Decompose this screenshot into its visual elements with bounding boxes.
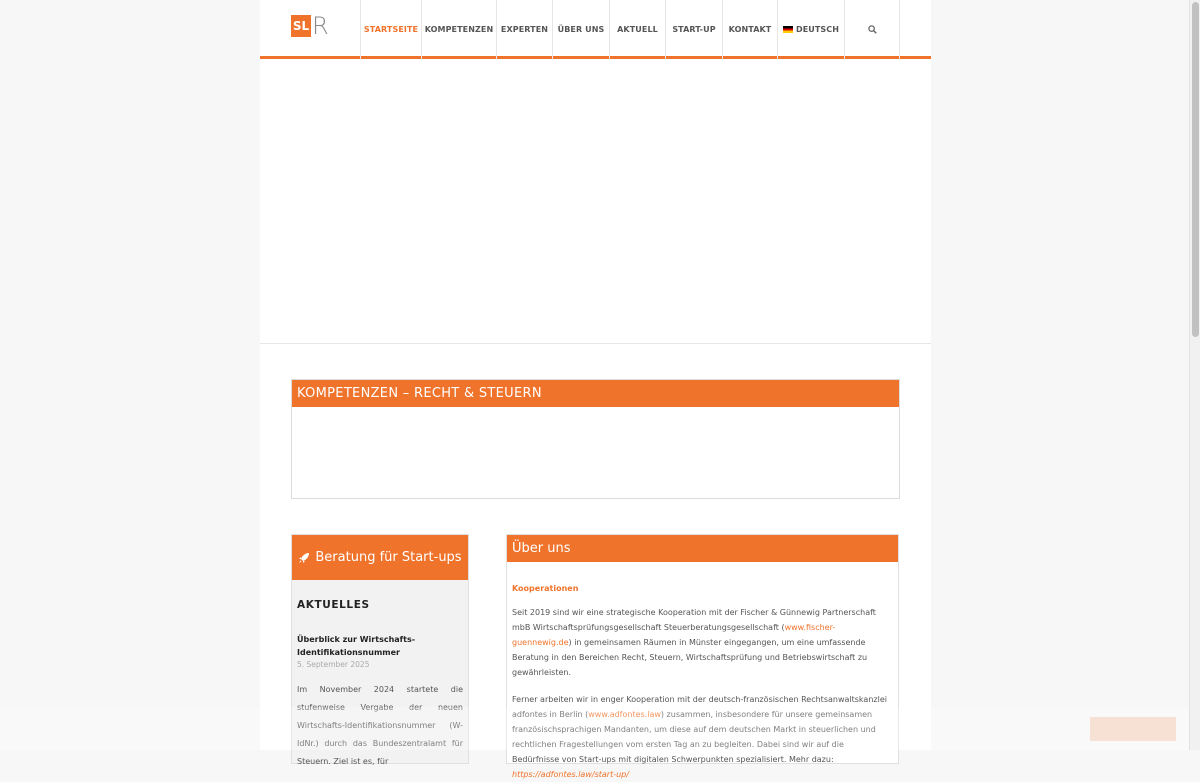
paragraph-text: ) in gemeinsamen Räumen in Münster eingegangen, um eine umfassende Beratung in den Bereichen Recht, Steuern, Wirtschaftsprüfung und Betriebswirtschaft zu gewährleisten. [512,638,868,677]
paragraph-text: Ferner arbeiten wir in enger Kooperation mit der deutsch-französischen Rechtsanwaltskanzlei adfontes in Berlin ( [512,695,887,719]
cooperation-paragraph-1 [512,605,893,680]
paragraph-text: ) zusammen, insbesondere für unsere gemeinsamen französischsprachigen Mandanten, um diese auf dem deutschen Markt in steuerlichen und rechtlichen Fragestellungen vom ersten Tag an zu begleiten. Dabei sind wir auf die Bedürfnisse von Start-ups mit digitalen Schwerpunkten spezialisiert. Mehr dazu: [512,710,876,764]
nav-label: DEUTSCH [795,25,840,34]
nav-label: AKTUELL [617,25,658,34]
nav-label: START-UP [672,25,716,34]
kompetenzen-title: KOMPETENZEN – RECHT & STEUERN [292,380,899,407]
fischer-guennewig-link[interactable]: www.fischer-guennewig.de [512,623,836,647]
scrollbar[interactable] [1189,0,1200,750]
nav-label: ÜBER UNS [557,25,605,34]
german-flag-icon [783,26,793,33]
main-nav [360,0,900,59]
nav-label: STARTSEITE [363,25,419,34]
about-title: Über uns [507,535,898,562]
logo-letter: R [312,12,329,40]
search-button[interactable] [844,0,900,59]
logo-mark: SL [291,15,311,37]
news-title-link[interactable]: Überblick zur Wirtschafts-Identifikationsnummer [297,635,416,657]
site-header [260,0,931,59]
nav-kontakt[interactable] [722,0,777,59]
nav-label: KONTAKT [728,25,772,34]
nav-start-up[interactable] [665,0,722,59]
sidebar-title: AKTUELLES [297,599,370,611]
hero-slider [260,62,931,344]
nav-startseite[interactable] [360,0,421,59]
adfontes-startup-link[interactable]: https://adfontes.law/start-up/ [512,770,629,779]
news-excerpt: Im November 2024 startete die stufenweise Vergabe der neuen Wirtschafts-Identifikationsnummer (W-IdNr.) durch das Bundeszentralamt für Steuern. Ziel ist es, für [297,685,463,766]
site-logo[interactable] [291,12,329,40]
nav-ueber-uns[interactable] [552,0,609,59]
startup-button-label: Beratung für Start-ups [315,550,462,565]
nav-experten[interactable] [496,0,552,59]
rocket-icon [298,552,310,564]
about-body [507,584,898,782]
nav-kompetenzen[interactable] [421,0,496,59]
nav-aktuell[interactable] [609,0,665,59]
nav-language[interactable] [777,0,844,59]
nav-label: EXPERTEN [500,25,549,34]
startup-advice-button[interactable] [292,535,468,580]
kompetenzen-box [291,379,900,499]
cooperation-heading: Kooperationen [512,584,579,593]
cookie-banner [0,707,1189,750]
search-icon [868,25,877,34]
scrollbar-thumb[interactable] [1192,2,1199,337]
paragraph-text: Seit 2019 sind wir eine strategische Kooperation mit der Fischer & Günnewig Partnerschaft mbB Wirtschaftsprüfungsgesellschaft Steuerberatungsgesellschaft ( [512,608,876,632]
cookie-accept-button[interactable] [1090,717,1176,741]
news-date: 5. September 2025 [297,660,370,669]
page-container [260,0,931,779]
adfontes-link[interactable]: www.adfontes.law [588,710,661,719]
nav-label: KOMPETENZEN [424,25,494,34]
